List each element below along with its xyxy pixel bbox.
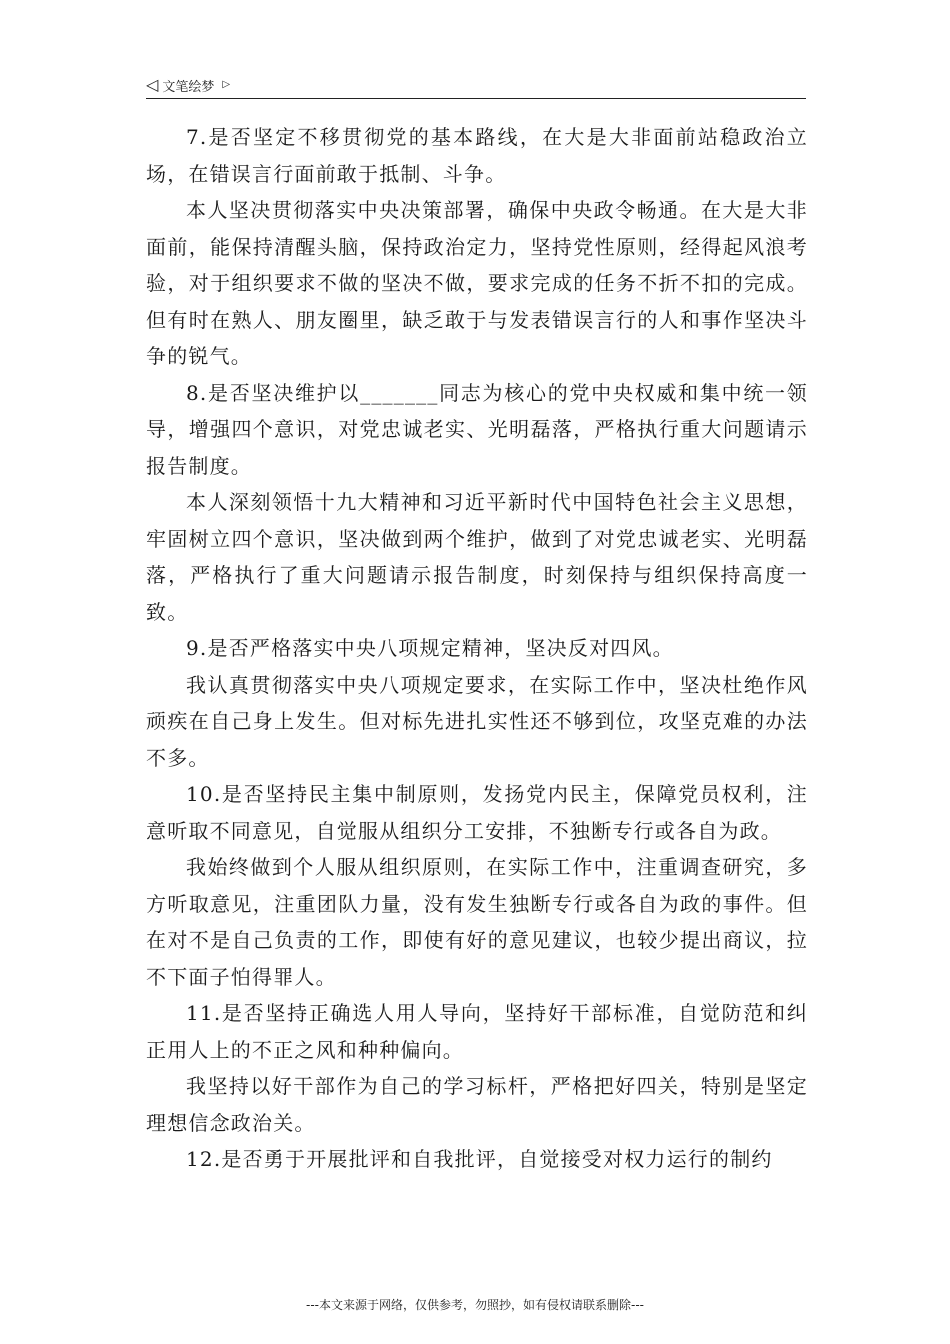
document-body bbox=[146, 119, 808, 1178]
left-triangle-icon: ◁ bbox=[146, 75, 159, 94]
header-title: 文笔绘梦 bbox=[162, 79, 215, 95]
right-triangle-icon: ▷ bbox=[222, 79, 231, 90]
paragraph-question-7: 7.是否坚定不移贯彻党的基本路线，在大是大非面前站稳政治立场，在错误言行面前敢于抵制、斗争。 bbox=[146, 125, 808, 186]
page-footer: ---本文来源于网络，仅供参考，勿照抄，如有侵权请联系删除--- bbox=[306, 1298, 644, 1312]
paragraph-answer-7: 本人坚决贯彻落实中央决策部署，确保中央政令畅通。在大是大非面前，能保持清醒头脑，保持政治定力，坚持党性原则，经得起风浪考验，对于组织要求不做的坚决不做，要求完成的任务不折不扣的完成。但有时在熟人、朋友圈里，缺乏敢于与发表错误言行的人和事作坚决斗争的锐气。 bbox=[146, 198, 808, 368]
paragraph-question-8: 8.是否坚决维护以_______同志为核心的党中央权威和集中统一领导，增强四个意识，对党忠诚老实、光明磊落，严格执行重大问题请示报告制度。 bbox=[146, 380, 808, 478]
page-header bbox=[146, 72, 806, 99]
paragraph-question-12: 12.是否勇于开展批评和自我批评，自觉接受对权力运行的制约 bbox=[186, 1147, 773, 1171]
paragraph-answer-11: 我坚持以好干部作为自己的学习标杆，严格把好四关，特别是坚定理想信念政治关。 bbox=[146, 1074, 808, 1135]
paragraph-answer-10: 我始终做到个人服从组织原则，在实际工作中，注重调查研究，多方听取意见，注重团队力量，没有发生独断专行或各自为政的事件。但在对不是自己负责的工作，即使有好的意见建议，也较少提出商议，拉不下面子怕得罪人。 bbox=[146, 855, 808, 989]
paragraph-question-9: 9.是否严格落实中央八项规定精神，坚决反对四风。 bbox=[186, 636, 674, 660]
paragraph-question-11: 11.是否坚持正确选人用人导向，坚持好干部标准，自觉防范和纠正用人上的不正之风和种种偏向。 bbox=[146, 1001, 808, 1062]
paragraph-answer-9: 我认真贯彻落实中央八项规定要求，在实际工作中，坚决杜绝作风顽疾在自己身上发生。但对标先进扎实性还不够到位，攻坚克难的办法不多。 bbox=[146, 672, 808, 770]
paragraph-answer-8: 本人深刻领悟十九大精神和习近平新时代中国特色社会主义思想，牢固树立四个意识，坚决做到两个维护，做到了对党忠诚老实、光明磊落，严格执行了重大问题请示报告制度，时刻保持与组织保持高度一致。 bbox=[146, 490, 808, 624]
paragraph-question-10: 10.是否坚持民主集中制原则，发扬党内民主，保障党员权利，注意听取不同意见，自觉服从组织分工安排，不独断专行或各自为政。 bbox=[146, 782, 808, 843]
